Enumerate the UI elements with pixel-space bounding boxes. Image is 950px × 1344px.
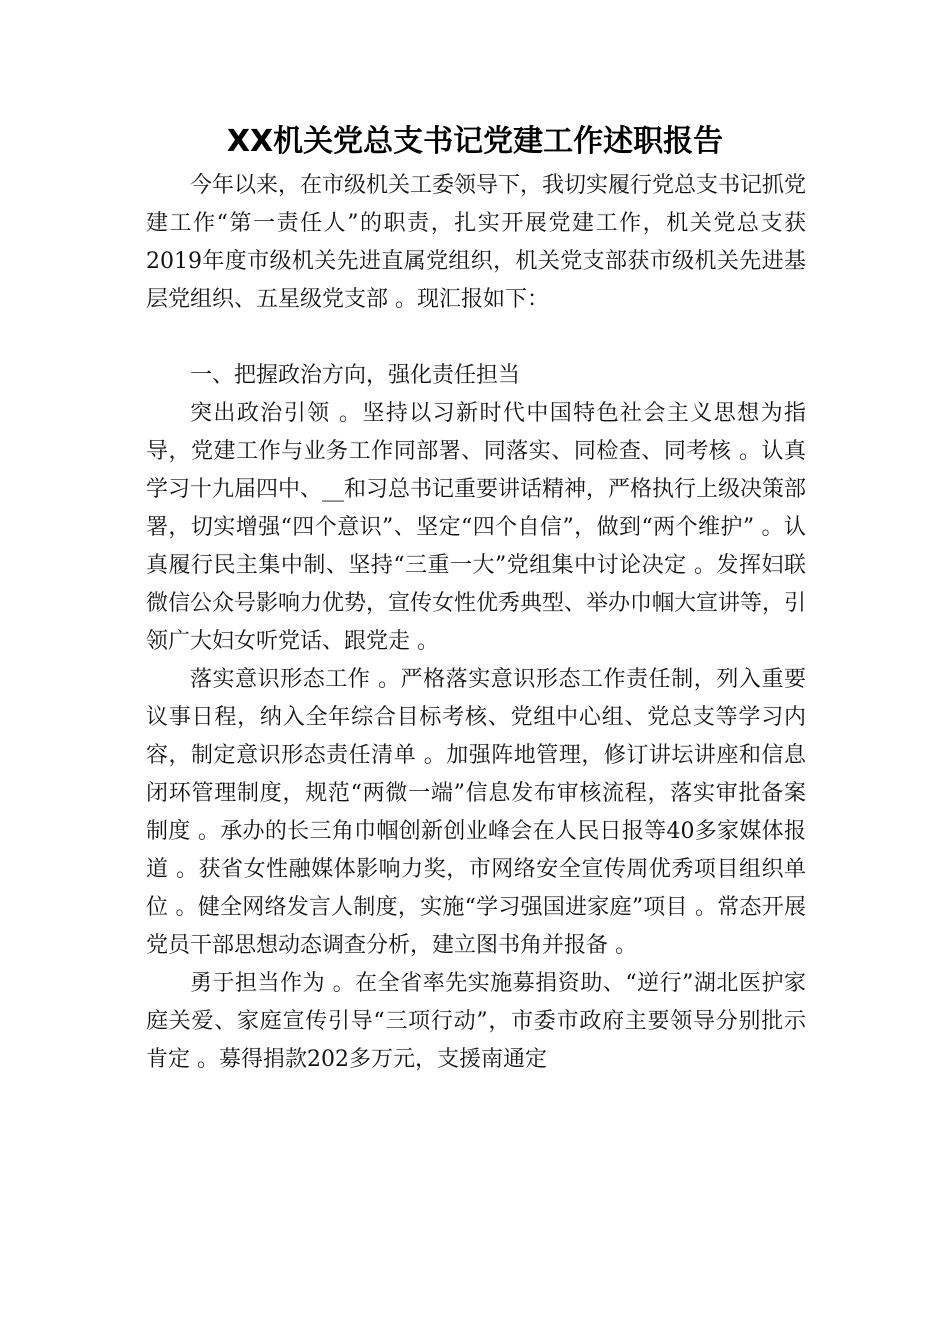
paragraph-intro: 今年以来，在市级机关工委领导下，我切实履行党总支书记抓党建工作“第一责任人”的职责，扎实开展党建工作，机关党总支获2019年度市级机关先进直属党组织，机关党支部获市级机关先进基层党组织、五星级党支部 。现汇报如下： [146, 173, 807, 312]
document-body [146, 167, 806, 1079]
section-heading-1: 一、把握政治方向，强化责任担当 [190, 363, 521, 388]
paragraph-political-guidance: 突出政治引领 。坚持以习新时代中国特色社会主义思想为指导，党建工作与业务工作同部署、同落实、同检查、同考核 。认真学习十九届四中、__和习总书记重要讲话精神，严格执行上级决策部署，切实增强“四个意识”、坚定“四个自信”，做到“两个维护” 。认真履行民主集中制、坚持“三重一大”党组集中讨论决定 。发挥妇联微信公众号影响力优势，宣传女性优秀典型、举办巾帼大宣讲等，引领广大妇女听党话、跟党走 。 [146, 401, 807, 654]
document-title: XX机关党总支书记党建工作述职报告 [226, 124, 724, 159]
paragraph-responsibility: 勇于担当作为 。在全省率先实施募捐资助、“逆行”湖北医护家庭关爱、家庭宣传引导“三项行动”，市委市政府主要领导分别批示肯定 。募得捐款202多万元，支援南通定 [146, 971, 806, 1072]
paragraph-ideology-work: 落实意识形态工作 。严格落实意识形态工作责任制，列入重要议事日程，纳入全年综合目标考核、党组中心组、党总支等学习内容，制定意识形态责任清单 。加强阵地管理，修订讲坛讲座和信息闭环管理制度，规范“两微一端”信息发布审核流程，落实审批备案制度 。承办的长三角巾帼创新创业峰会在人民日报等40多家媒体报道 。获省女性融媒体影响力奖，市网络安全宣传周优秀项目组织单位 。健全网络发言人制度，实施“学习强国进家庭”项目 。常态开展党员干部思想动态调查分析，建立图书角并报备 。 [146, 667, 806, 958]
